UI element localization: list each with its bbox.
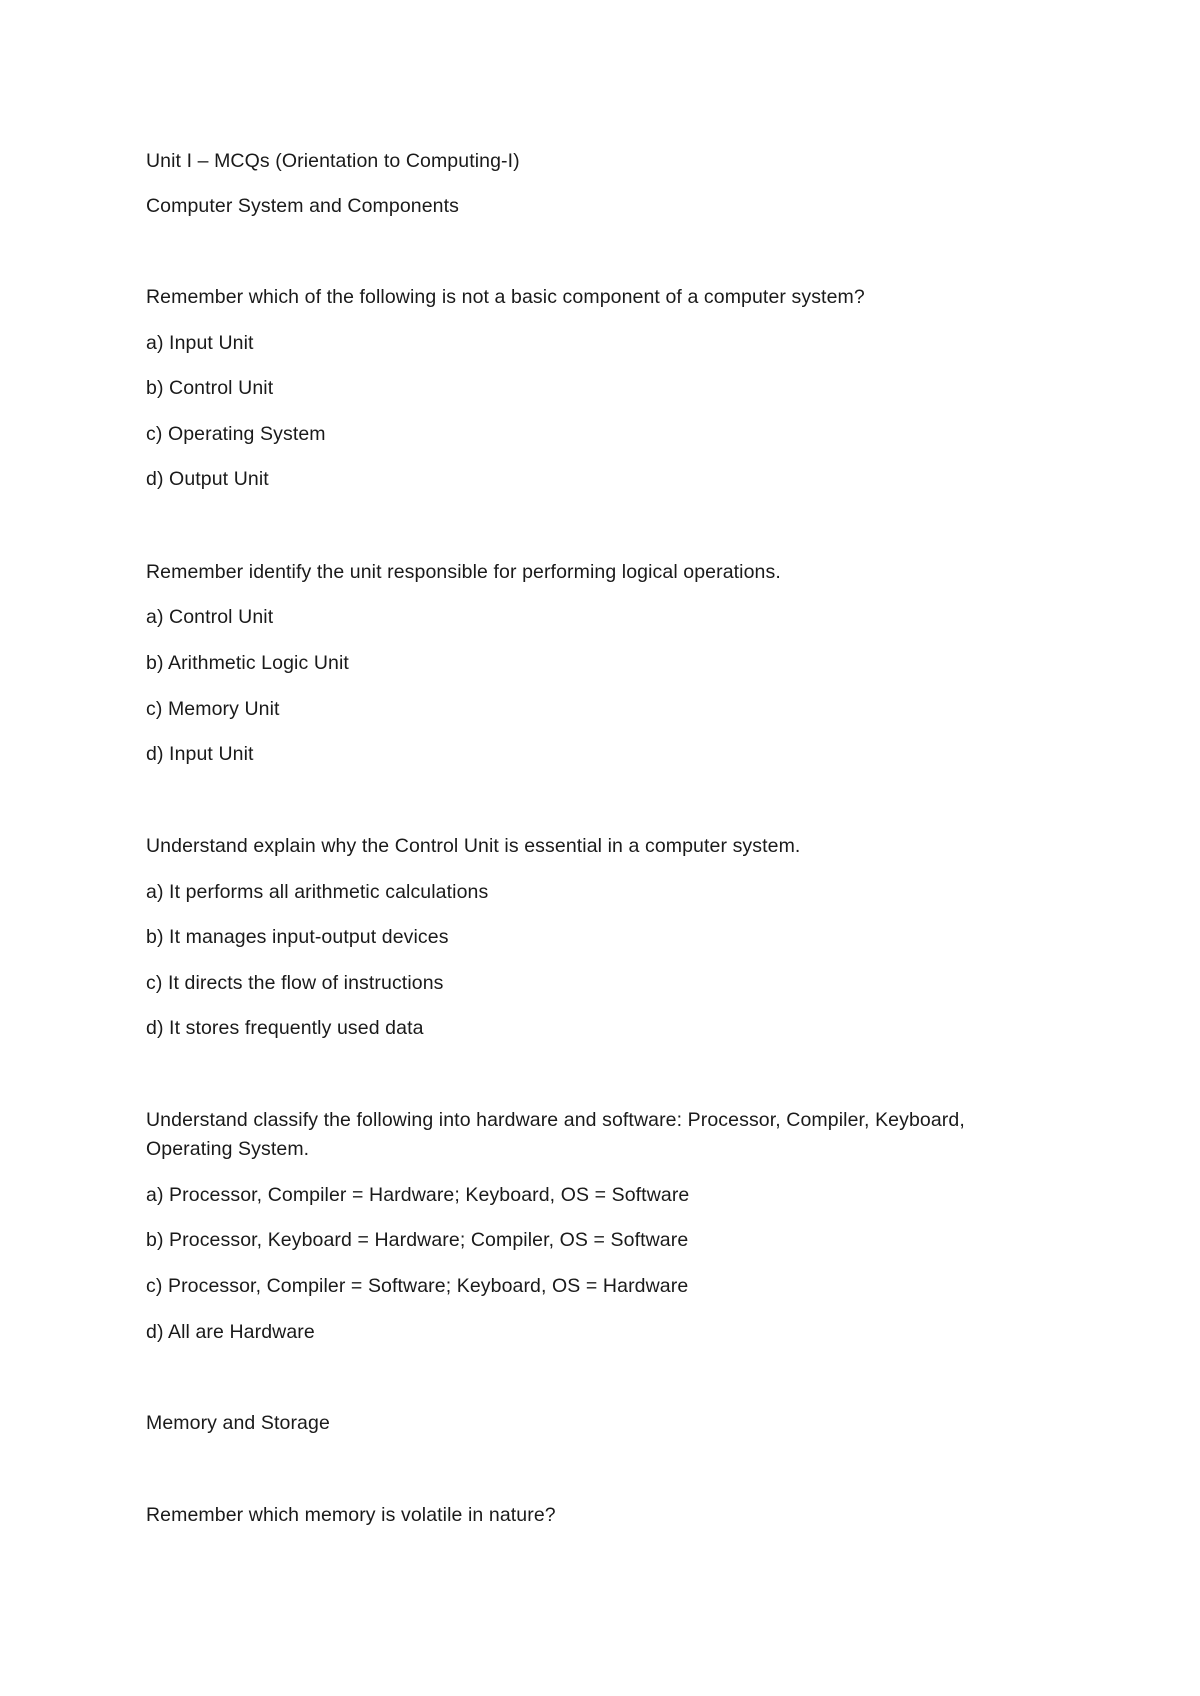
question-prompt-continued: Operating System.	[146, 1138, 310, 1160]
question-prompt: Remember which of the following is not a basic component of a computer system?	[146, 286, 865, 308]
answer-option: b) Processor, Keyboard = Hardware; Compiler, OS = Software	[146, 1229, 689, 1251]
answer-option: c) Operating System	[146, 423, 326, 445]
answer-option: a) Input Unit	[146, 332, 254, 354]
answer-option: a) Processor, Compiler = Hardware; Keyboard, OS = Software	[146, 1184, 690, 1206]
answer-option: b) Arithmetic Logic Unit	[146, 652, 349, 674]
question-prompt: Understand classify the following into hardware and software: Processor, Compiler, Keyboard,	[146, 1109, 965, 1131]
answer-option: d) All are Hardware	[146, 1321, 315, 1343]
answer-option: b) Control Unit	[146, 377, 274, 399]
answer-option: c) It directs the flow of instructions	[146, 972, 444, 994]
answer-option: a) It performs all arithmetic calculations	[146, 881, 489, 903]
answer-option: c) Processor, Compiler = Software; Keyboard, OS = Hardware	[146, 1275, 689, 1297]
section-heading: Memory and Storage	[146, 1412, 330, 1434]
answer-option: d) Output Unit	[146, 468, 269, 490]
answer-option: d) Input Unit	[146, 743, 254, 765]
question-prompt: Understand explain why the Control Unit is essential in a computer system.	[146, 835, 801, 857]
section-heading: Computer System and Components	[146, 195, 459, 217]
answer-option: c) Memory Unit	[146, 698, 280, 720]
question-prompt: Remember which memory is volatile in nature?	[146, 1504, 556, 1526]
answer-option: b) It manages input-output devices	[146, 926, 449, 948]
answer-option: a) Control Unit	[146, 606, 274, 628]
answer-option: d) It stores frequently used data	[146, 1017, 424, 1039]
question-prompt: Remember identify the unit responsible for performing logical operations.	[146, 561, 781, 583]
document-title: Unit I – MCQs (Orientation to Computing-I)	[146, 150, 520, 172]
